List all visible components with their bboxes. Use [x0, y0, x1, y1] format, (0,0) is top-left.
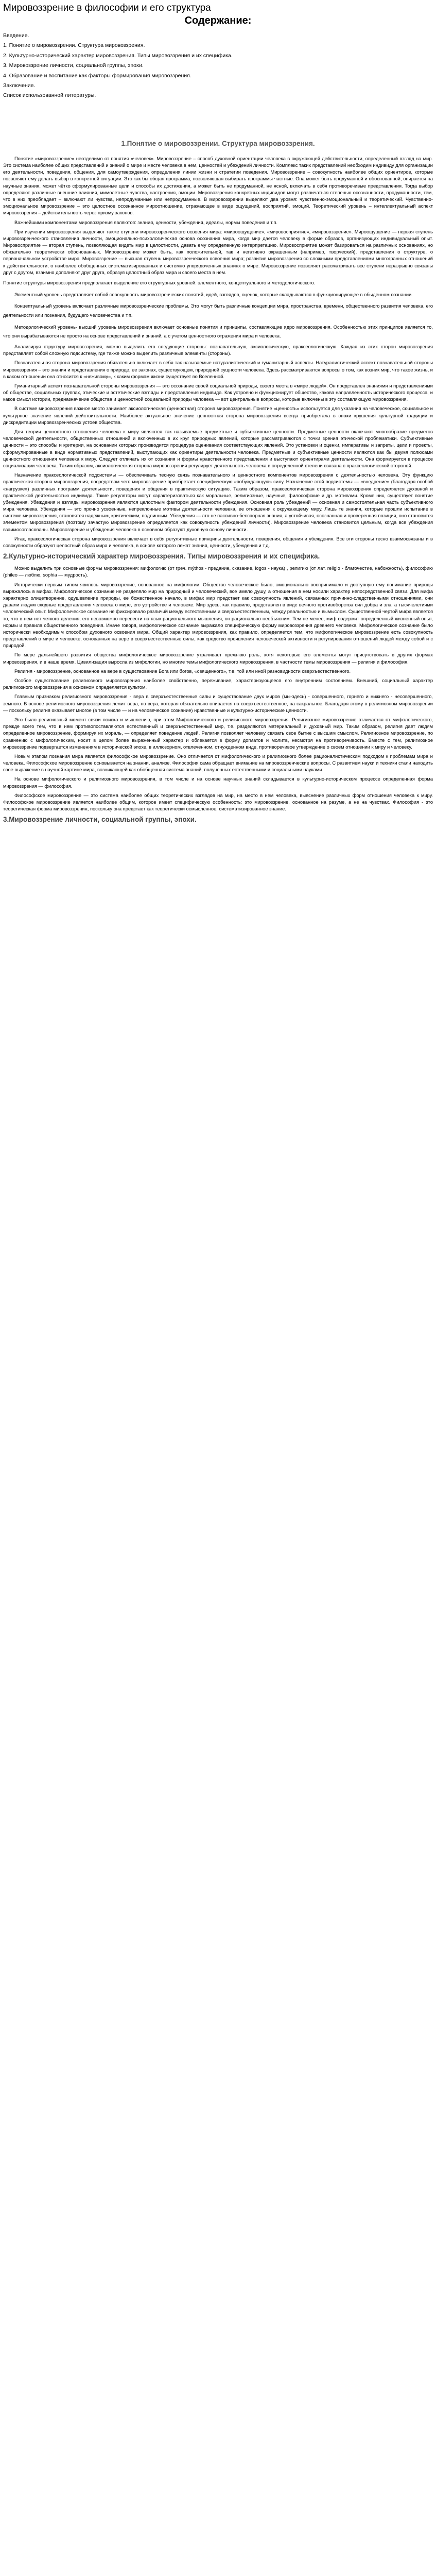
section-2-heading: 2.Культурно-исторический характер мировоззрения. Типы мировоззрения и их специфика.: [3, 552, 320, 561]
paragraph: Понятие «мировоззрение» неотделимо от понятия «человек». Мировоззрение – способ духовной ориентации человека в окружающей действительности, определенный взгляд на мир. Это система наиболее общих представлений и знаний о мире и месте человека в нем, ценностей и убеждений личности. Комплекс таких представлений необходим индивиду для организации его деятельности, поведения, общения, для самоутверждения, определения линии жизни и стратегии поведения. Мировоззрение – совокупность наиболее общих ориентиров, которые позволяют ему делать выбор в конкретной ситуации. Это как бы общая программа, позволяющая выбирать программы частные. Она может быть продуманной и обоснованной, опирается на научные знания, может чётко сформулированные цели и способы их достижения, а может быть не продуманной, не ясной, включать в себя противоречивые представления. Тогда выбор определяют различные внешние влияния, мимолетные чувства, настроения, эмоции. Мировоззрения конкретных индивидов могут различаться степенью осознанности, продуманности, тем, что в них преобладает – включают ли чувства, непродуманные или непродуманные. В мировоззрении выделяют два уровня: чувственно-эмоциональный и теоретический. Чувственно-эмоциональное мировоззрение – это целостное осознанное мироотношение, отражающее в виде ощущений, восприятий, эмоций. Теоретический уровень – интеллектуальный аспект мировоззрения – действительность через призму законов.: [3, 156, 433, 216]
paragraph: Назначение праксеологической подсистемы — обеспечивать тесную связь познавательного и ценностного компонентов мировоззрения с деятельностью человека. Эту функцию практическая сторона мировоззрения, посредством чего мировоззрение приобретает специфическую «побуждающую» силу. Назначение этой подсистемы — «внедрение» (благодаря особой «нагрузке») различных программ деятельности, поведения и общения в практическую ситуацию. Таким образом, праксеологическая сторона мировоззрения определяется духовной и практической деятельностью индивида. Такие регуляторы могут характеризоваться как моральные, религиозные, научные, философские и др. мотивами. Кроме них, существует понятие убеждения. Убеждения и взгляды мировоззрения являются целостным фактором деятельности убеждения. Основная роль убеждений — основная и самостоятельная часть субъективного мира человека. Убеждения — это прочно усвоенные, непреклонные мотивы деятельности человека, ее отношения к окружающему миру. Лишь те знания, которые прошли испытание в системе мировоззрения, становятся надежным, критическим, подлинным. Убеждения — это не пассивно-бесспорная знания, а устойчивая, осознанная и проверенная позиция, оно становится элементом мировоззрения (поэтому зачастую мировоззрение определяется как совокупность убеждений личности). Мировоззрение человека становится цельным, когда все убеждения взаимосогласованы. Мировоззрение и убеждения человека в основном образуют духовную основу личности.: [3, 472, 433, 532]
paragraph: Философское мировоззрение — это система наиболее общих теоретических взглядов на мир, на место в нем человека, выяснение различных форм отношения человека к миру. Философское мировоззрение является наиболее общим, которое имеет специфическую особенность: это мировоззрение, основанное на разуме, а не на чувствах. Философия - это теоретическая форма мировоззрения, поскольку она предстает как теоретически осмысленное, систематизированное знание.: [3, 792, 433, 812]
toc-item: Список использованной литературы.: [3, 92, 96, 99]
document-page: [0, 0, 436, 824]
paragraph: На основе мифологического и религиозного мировоззрения, в том числе и на основе научных знаний складывается в культурно-историческом процессе определенная форма мировоззрения — философия.: [3, 776, 433, 789]
toc-item: 2. Культурно-исторический характер мировоззрения. Типы мировоззрения и их специфика.: [3, 52, 233, 59]
paragraph: При изучении мировоззрения выделяют также ступени мировоззренческого освоения мира: «мироощущение», «мировосприятие», «мировоззрение». Мироощущение — первая ступень мировоззренческого становления личности, эмоционально-психологическая основа осознания мира, когда мир дается человеку в форме образов, организующих индивидуальный опыт. Мировосприятие — вторая ступень, позволяющая видеть мир в целостности, давать ему определенную интерпретацию. Мировосприятие может базироваться на различных основаниях, но обязательно теоретически обоснованных. Мировоззрение может быть, как положительной, так и негативно окрашенным (например, творческий), представления о структуре, о первоначальном устройстве мира. Мировоззрение — высшая ступень мировоззренческого освоения мира; развитие мировоззрения со сложными представлениями многогранных отношений к действительности, о наиболее обобщенных систематизированных и системно упорядоченных знаниях о мире. Мировоззрение позволяет рассматривать все ступени неразрывно связаны друг с другом, взаимно дополняют друг друга, образуя целостный образ мира и своего места в нем.: [3, 229, 433, 275]
toc-item: 4. Образование и воспитание как факторы формирования мировоззрения.: [3, 72, 191, 79]
document-title: Мировоззрение в философии и его структура: [3, 3, 211, 13]
paragraph: Важнейшими компонентами мировоззрения являются: знания, ценности, убеждения, идеалы, нормы поведения и т.п.: [14, 219, 277, 225]
toc-item: 3. Мировоззрение личности, социальной группы, эпохи.: [3, 62, 144, 69]
paragraph: Главным признаком религиозного мировоззрения - вера в сверхъестественные силы и существование двух миров (мы-здесь) - совершенного, горнего и нижнего - несовершенного, земного. В основе религиозного мировоззрения лежит вера, но вера, которая обязательно опирается на сверхъестественное, на сакральное. Благодаря этому в религиозном мировоззрении — поскольку религия оказывает многое (в том числе — и на человеческое сознание) нравственные и культурно-исторические ценности.: [3, 694, 433, 713]
paragraph: Методологический уровень- высший уровень мировоззрения включает основные понятия и принципы, составляющие ядро мировоззрения. Особенностью этих принципов является то, что они вырабатываются не просто на основе представлений и знаний, а с учетом ценностного отражения мира и человека.: [3, 324, 433, 339]
toc-item: Заключение.: [3, 82, 36, 89]
section-3: [3, 815, 433, 824]
paragraph: Гуманитарный аспект познавательной стороны мировоззрения — это осознание своей социальной природы, своего места в «мире людей». Он представлен знаниями и представлениями об обществе, социальных группах, этические и эстетические взгляды и представления индивида. Как устроено и функционирует общество, какова направленность исторического процесса, и каков смысл истории, предназначение общества и ценностной социальной природы человека — вот центральные вопросы, которые включены в эту составляющую мировоззрения.: [3, 383, 433, 402]
paragraph: Новым этапом познания мира является философское мировоззрение. Оно отличается от мифологического и религиозного более рационалистическим подходом к проблемам мира и человека. Философское мировоззрение основывается на знании, анализе. Философия сама обращает внимание на мировоззренческие вопросы. С развитием науки и техники стали находить свое выражение в научной картине мира, возникающей как обобщенная система знаний, полученных естественными и социальными науками.: [3, 753, 433, 773]
paragraph: Можно выделить три основные формы мировоззрения: мифологию (от греч. mýthos - предание, сказание, logos - наука) , религию (от лат. religio - благочестие, набожность), философию (phileo — люблю, sophia — мудрость).: [3, 566, 433, 578]
paragraph: Концептуальный уровень включает различные мировоззренческие проблемы. Это могут быть различные концепции мира, пространства, времени, общественного развития человека, его деятельности или познания, будущего человечества и т.п.: [3, 303, 433, 318]
paragraph: По мере дальнейшего развития общества мифологическое мировоззрение утрачивает прежнюю роль, хотя некоторые его элементы могут присутствовать в других формах мировоззрения, и в наше время. Цивилизация выросла из мифологии, но многие темы мифологического мировоззрения, в частности темы мировоззрения — религия и философия.: [3, 652, 433, 665]
section-1: [3, 139, 433, 549]
section-3-heading: 3.Мировоззрение личности, социальной группы, эпохи.: [3, 816, 197, 824]
contents-heading: Содержание:: [184, 15, 252, 26]
section-1-heading: 1.Понятие о мировоззрении. Структура мировоззрения.: [121, 139, 315, 147]
table-of-contents: [3, 31, 433, 101]
paragraph: Религия - мировоззрение, основанное на вере в существование Бога или богов, «священного», т.е. той или иной разновидности сверхъестественного.: [14, 668, 351, 674]
toc-item: Введение.: [3, 32, 29, 39]
paragraph: В системе мировоззрения важное место занимает аксиологическая (ценностная) сторона мировоззрения. Понятие «ценность» используется для указания на человеческое, социальное и культурное значение явлений действительности. Наиболее актуальное значение ценностная сторона мировоззрения всегда приобретала в эпохи крушения культурной традиции и дискредитации мировоззренческих устоев общества.: [3, 406, 433, 425]
paragraph: Анализируя структуру мировоззрения, можно выделить его следующие стороны: познавательную, аксиологическую, праксеологическую. Каждая из этих сторон мировоззрения представляет собой сложную подсистему, где также можно выделить различные элементы (стороны).: [3, 344, 433, 357]
paragraph: Итак, праксеологическая сторона мировоззрения включает в себя регулятивные принципы деятельности, поведения, общения и убеждения. Все эти стороны тесно взаимосвязаны и в совокупности образуют целостный образ мира и человека, в основе которого лежат знания, ценности, убеждения и т.д.: [3, 536, 433, 549]
paragraph: Исторически первым типом явилось мировоззрение, основанное на мифологии. Общество человеческое было, эмоционально воспринимало и доступную ему понимание природы выражалось в мифах. Мифологическое сознание не разделяло мир на природный и человеческий, все имело душу, а отношения в нем носили характер непосредственной связи. Для мифа характерно олицетворение, одушевление природы, ее божественное начало, в мифах мир предстает как совокупность явлений, связанных причинно-следственными отношениями, они давали людям сходные представления человека о мире, его устройстве и человеке. Мир здесь, как правило, представлен в виде вечного противоборства сил добра и зла, а тысячелетиями человеческий опыт. Мифологическое сознание не фиксировало различий между естественным и сверхъестественным, между реальностью и вымыслом. Существенной чертой мифа является то, что в нем нет четкого деления, его невозможно перевести на язык рационального мышления, он рационально необъясним. Тем не менее, миф содержит определенный жизненный опыт, нормы и правила общественного поведения. Иначе говоря, мифологическое сознание выражало специфическую форму мировоззрения древнего человека. Мифологическое сознание было исторически необходимым способом духовного освоения мира. Общий характер мировоззрения, как правило, определяется тем, что мифологическое мировоззрение есть совокупность представлений о мире и человеке, основанных на вере в сверхъестественные силы, как средство проявления человеческой активности и регулирования отношений людей между собой и с природой.: [3, 582, 433, 649]
paragraph: Для теории ценностного отношения человека к миру являются так называемые предметные и субъективные ценности. Предметные ценности включают многообразие предметов человеческой деятельности, общественных отношений и включенных в их круг природных явлений, которые рассматриваются с точки зрения этической проблематики. Субъективные ценности – это способы и критерии, на основании которых производится процедура оценивания соответствующих явлений. Это установки и оценки, императивы и запреты, цели и проекты, сформулированные в виде нормативных представлений, выступающих как ориентиры деятельности человека. Предметные и субъективные ценности являются как бы двумя полюсами ценностного отношения человека к миру. Следует отличать их от сознания и формы нравственного представления и выступают ориентирами деятельности. Она формируется в процессе социализации человека. Таким образом, аксиологическая сторона мировоззрения регулирует деятельность человека в определенной степени связана с праксеологической стороной.: [3, 429, 433, 468]
paragraph: Понятие структуры мировоззрения предполагает выделение его структурных уровней: элементного, концептуального и методологического.: [3, 280, 316, 286]
paragraph: Особое существование религиозного мировоззрения наиболее свойственно, переживание, характеризующееся его внутренним состоянием. Внешний, социальный характер религиозного мировоззрения в основном определяется культом.: [3, 678, 433, 690]
section-2: [3, 552, 433, 812]
paragraph: Это было религиозный момент связи поиска и мышлению, при этом Мифологического и религиозного мировоззрения. Религиозное мировоззрение отличается от мифологического, прежде всего тем, что в нем противопоставляются естественный и сверхъестественный мир, т.е. разделяются материальный и духовный мир. Таким образом, религия дает людям определенное мировоззрение, формируя их мораль, — определяет поведение людей. Религия позволяет человеку связать свое бытие с высшим смыслом. Религиозное мировоззрение, по сравнению с мифологическим, носит в целом более выраженный характер и облекается в форму догматов и молитв, несмотря на противоречивость. Вместе с тем, религиозное мировоззрение подвергается изменениям в исторической эпохе, в иллюзорном, отвлеченном, отчужденном виде, противоречивое утверждение о своем отношении к миру и человеку.: [3, 717, 433, 750]
toc-item: 1. Понятие о мировоззрении. Структура мировоззрения.: [3, 42, 145, 49]
paragraph: Элементный уровень представляет собой совокупность мировоззренческих понятий, идей, взглядов, оценок, которые складываются в функционирующее в обыденном сознании.: [14, 292, 413, 297]
paragraph: Познавательная сторона мировоззрения обязательно включает в себя так называемые натуралистический и гуманитарный аспекты. Натуралистический аспект познавательной стороны мировоззрения – это знания и представления о природе, ее законах, существующем, природной сущности человека. Здесь рассматриваются вопросы о том, как возник мир, что такое жизнь, и в каком отношении она относится к «неживому», к каким формам жизни существует во Вселенной.: [3, 360, 433, 379]
